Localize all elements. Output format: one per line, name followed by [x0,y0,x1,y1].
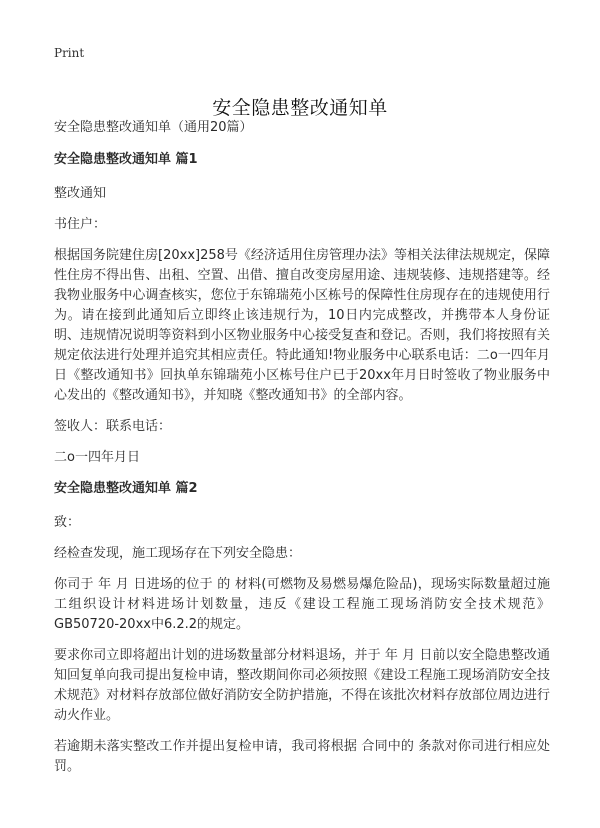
section-2-paragraph-5: 若逾期未落实整改工作并提出复检申请，我司将根据 合同中的 条款对你司进行相应处罚。 [54,739,550,774]
section-1-paragraph-2: 书住户： [54,217,107,232]
section-2-paragraph-3: 你司于 年 月 日进场的位于 的 材料(可燃物及易燃易爆危险品)，现场实际数量超过施工组织设计材料进场计划数量，违反《建设工程施工现场消防安全技术规范》GB50720-20xx中6.2.2的规定。 [54,577,550,632]
page-title: 安全隐患整改通知单 [212,96,388,119]
section-2-paragraph-4: 要求你司立即将超出计划的进场数量部分材料退场，并于 年 月 日前以安全隐患整改通知回复单向我司提出复检申请，整改期间你司必须按照《建设工程施工现场消防安全技术规范》对材料存放部位做好消防安全防护措施，不得在该批次材料存放部位周边进行动火作业。 [54,648,550,723]
document-subtitle: 安全隐患整改通知单（通用20篇） [54,120,253,135]
section-2-paragraph-1: 致： [54,515,81,530]
section-1-paragraph-5: 二o一四年月日 [54,450,140,465]
section-2-heading: 安全隐患整改通知单 篇2 [54,481,198,496]
document-body [54,118,550,788]
print-label: Print [54,46,85,60]
section-1-paragraph-3: 根据国务院建住房[20xx]258号《经济适用住房管理办法》等相关法律法规规定，保障性住房不得出售、出租、空置、出借、擅自改变房屋用途、违规装修、违规搭建等。经我物业服务中心调查核实，您位于东锦瑞苑小区栋号的保障性住房现存在的违规使用行为。请在接到此通知后立即终止该违规行为，10日内完成整改，并携带本人身份证明、违规情况说明等资料到小区物业服务中心接受复查和登记。否则，我们将按照有关规定依法进行处理并追究其相应责任。特此通知!物业服务中心联系电话：二o一四年月日《整改通知书》回执单东锦瑞苑小区栋号住户已于20xx年月日时签收了物业服务中心发出的《整改通知书》，并知晓《整改通知书》的全部内容。 [54,248,550,403]
section-1-paragraph-4: 签收人：联系电话： [54,419,172,434]
section-1-heading: 安全隐患整改通知单 篇1 [54,152,198,167]
section-2-paragraph-2: 经检查发现，施工现场存在下列安全隐患： [54,546,302,561]
section-1-paragraph-1: 整改通知 [54,186,107,201]
